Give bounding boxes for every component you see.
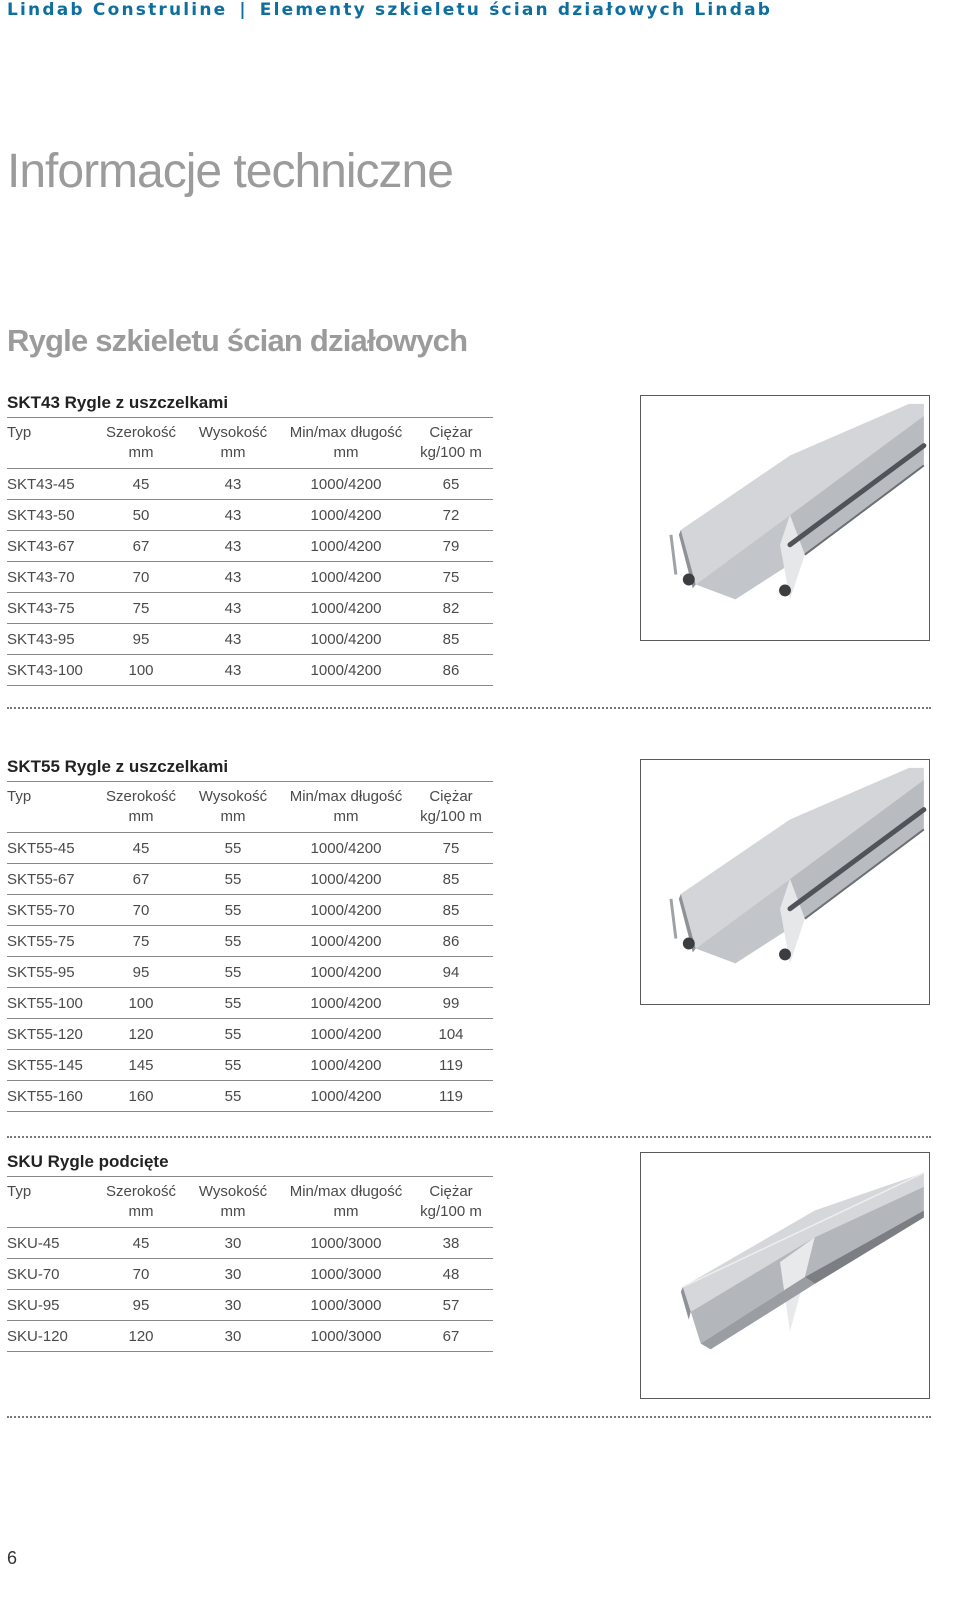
cell-width: 100	[99, 655, 183, 686]
header-length	[283, 418, 409, 469]
cell-typ: SKU-120	[7, 1321, 99, 1352]
header-height-unit: mm	[220, 808, 246, 825]
header-width-unit: mm	[128, 444, 154, 461]
cell-weight: 85	[409, 864, 493, 895]
cell-height: 55	[183, 1081, 283, 1112]
table-title: SKT43 Rygle z uszczelkami	[7, 391, 493, 418]
header-height-unit: mm	[220, 1203, 246, 1220]
section-divider	[7, 1136, 931, 1138]
cell-typ: SKT55-145	[7, 1050, 99, 1081]
cell-typ: SKT55-75	[7, 926, 99, 957]
skt55-product-photo	[640, 759, 930, 1005]
cell-height: 43	[183, 655, 283, 686]
cell-width: 95	[99, 624, 183, 655]
cell-typ: SKT43-70	[7, 562, 99, 593]
cell-height: 55	[183, 1019, 283, 1050]
header-weight	[409, 418, 493, 469]
header-weight	[409, 1177, 493, 1228]
header-length-unit: mm	[333, 1203, 359, 1220]
cell-typ: SKT55-67	[7, 864, 99, 895]
header-brand: Lindab Construline	[7, 0, 228, 20]
cell-length: 1000/4200	[283, 624, 409, 655]
cell-length: 1000/4200	[283, 562, 409, 593]
cell-width: 70	[99, 895, 183, 926]
cell-length: 1000/4200	[283, 500, 409, 531]
header-height-label: Wysokość	[198, 788, 268, 805]
cell-height: 55	[183, 833, 283, 864]
cell-width: 120	[99, 1321, 183, 1352]
cell-weight: 75	[409, 833, 493, 864]
header-width	[99, 418, 183, 469]
header-width	[99, 782, 183, 833]
table-row	[7, 1290, 493, 1321]
cell-typ: SKT43-100	[7, 655, 99, 686]
table-row	[7, 1050, 493, 1081]
cell-weight: 86	[409, 926, 493, 957]
cell-typ: SKT43-95	[7, 624, 99, 655]
header-typ	[7, 1177, 99, 1228]
header-separator: |	[239, 0, 248, 20]
cell-weight: 86	[409, 655, 493, 686]
header-length-unit: mm	[333, 444, 359, 461]
header-length	[283, 1177, 409, 1228]
cell-height: 43	[183, 500, 283, 531]
header-width-unit: mm	[128, 1203, 154, 1220]
cell-weight: 99	[409, 988, 493, 1019]
cell-width: 95	[99, 1290, 183, 1321]
cell-typ: SKT43-45	[7, 469, 99, 500]
cell-height: 43	[183, 562, 283, 593]
cell-weight: 48	[409, 1259, 493, 1290]
cell-height: 30	[183, 1259, 283, 1290]
header-width-unit: mm	[128, 808, 154, 825]
header-length-unit: mm	[333, 808, 359, 825]
header-height	[183, 782, 283, 833]
header-length-label: Min/max długość	[289, 1183, 403, 1200]
skt55-profile-image	[641, 760, 929, 1004]
cell-length: 1000/4200	[283, 1081, 409, 1112]
header-weight	[409, 782, 493, 833]
header-typ-unit	[7, 443, 99, 463]
cell-typ: SKT55-120	[7, 1019, 99, 1050]
header-typ	[7, 782, 99, 833]
cell-length: 1000/4200	[283, 988, 409, 1019]
table-row	[7, 833, 493, 864]
header-typ-label: Typ	[7, 1183, 32, 1200]
cell-length: 1000/4200	[283, 593, 409, 624]
header-weight-label: Ciężar	[429, 1183, 473, 1200]
cell-width: 160	[99, 1081, 183, 1112]
cell-length: 1000/4200	[283, 1050, 409, 1081]
cell-height: 30	[183, 1290, 283, 1321]
cell-height: 55	[183, 926, 283, 957]
cell-typ: SKU-70	[7, 1259, 99, 1290]
cell-width: 75	[99, 593, 183, 624]
header-length	[283, 782, 409, 833]
table-row	[7, 926, 493, 957]
header-length-label: Min/max długość	[289, 424, 403, 441]
cell-weight: 119	[409, 1050, 493, 1081]
cell-typ: SKU-95	[7, 1290, 99, 1321]
table-row	[7, 895, 493, 926]
header-height	[183, 1177, 283, 1228]
cell-width: 95	[99, 957, 183, 988]
cell-width: 100	[99, 988, 183, 1019]
cell-width: 67	[99, 531, 183, 562]
header-height-unit: mm	[220, 444, 246, 461]
cell-length: 1000/3000	[283, 1228, 409, 1259]
cell-typ: SKT55-95	[7, 957, 99, 988]
cell-length: 1000/4200	[283, 531, 409, 562]
cell-width: 70	[99, 562, 183, 593]
cell-height: 30	[183, 1321, 283, 1352]
cell-height: 55	[183, 895, 283, 926]
header-width-label: Szerokość	[105, 788, 177, 805]
header-typ-label: Typ	[7, 424, 32, 441]
header-width	[99, 1177, 183, 1228]
table-header-row	[7, 782, 493, 833]
header-typ-unit	[7, 1202, 99, 1222]
cell-height: 55	[183, 988, 283, 1019]
cell-length: 1000/4200	[283, 1019, 409, 1050]
cell-weight: 82	[409, 593, 493, 624]
cell-weight: 85	[409, 895, 493, 926]
sku-profile-image	[641, 1153, 929, 1398]
header-typ-unit	[7, 807, 99, 827]
table-title: SKU Rygle podcięte	[7, 1150, 493, 1177]
header-typ-label: Typ	[7, 788, 32, 805]
cell-height: 55	[183, 1050, 283, 1081]
header-weight-label: Ciężar	[429, 424, 473, 441]
table-row	[7, 1081, 493, 1112]
header-weight-unit: kg/100 m	[420, 808, 482, 825]
skt55-table	[7, 755, 493, 1112]
table-row	[7, 469, 493, 500]
cell-weight: 79	[409, 531, 493, 562]
cell-typ: SKT55-45	[7, 833, 99, 864]
table-row	[7, 624, 493, 655]
cell-typ: SKT43-67	[7, 531, 99, 562]
cell-length: 1000/4200	[283, 833, 409, 864]
cell-length: 1000/3000	[283, 1259, 409, 1290]
cell-weight: 85	[409, 624, 493, 655]
cell-weight: 75	[409, 562, 493, 593]
cell-length: 1000/4200	[283, 469, 409, 500]
cell-width: 70	[99, 1259, 183, 1290]
header-width-label: Szerokość	[105, 1183, 177, 1200]
cell-length: 1000/4200	[283, 926, 409, 957]
table-row	[7, 988, 493, 1019]
page-number: 6	[7, 1548, 18, 1568]
running-header	[7, 0, 772, 20]
cell-weight: 38	[409, 1228, 493, 1259]
skt43-profile-image	[641, 396, 929, 640]
cell-length: 1000/4200	[283, 655, 409, 686]
cell-height: 43	[183, 624, 283, 655]
header-weight-unit: kg/100 m	[420, 444, 482, 461]
cell-width: 67	[99, 864, 183, 895]
cell-width: 75	[99, 926, 183, 957]
cell-length: 1000/3000	[283, 1321, 409, 1352]
header-width-label: Szerokość	[105, 424, 177, 441]
header-height	[183, 418, 283, 469]
cell-height: 43	[183, 593, 283, 624]
cell-width: 45	[99, 469, 183, 500]
cell-height: 43	[183, 531, 283, 562]
cell-typ: SKT55-100	[7, 988, 99, 1019]
table-row	[7, 562, 493, 593]
cell-height: 30	[183, 1228, 283, 1259]
cell-height: 43	[183, 469, 283, 500]
cell-height: 55	[183, 864, 283, 895]
cell-weight: 67	[409, 1321, 493, 1352]
cell-width: 45	[99, 833, 183, 864]
cell-weight: 57	[409, 1290, 493, 1321]
cell-width: 120	[99, 1019, 183, 1050]
cell-typ: SKT55-70	[7, 895, 99, 926]
cell-height: 55	[183, 957, 283, 988]
page-title: Informacje techniczne	[7, 145, 453, 198]
cell-length: 1000/4200	[283, 895, 409, 926]
section-divider	[7, 707, 931, 709]
cell-width: 45	[99, 1228, 183, 1259]
cell-width: 50	[99, 500, 183, 531]
table-row	[7, 500, 493, 531]
header-typ	[7, 418, 99, 469]
cell-typ: SKT43-50	[7, 500, 99, 531]
cell-weight: 119	[409, 1081, 493, 1112]
table-row	[7, 593, 493, 624]
cell-length: 1000/4200	[283, 957, 409, 988]
sku-table	[7, 1150, 493, 1352]
table-row	[7, 531, 493, 562]
table-row	[7, 1019, 493, 1050]
table-row	[7, 1259, 493, 1290]
table-row	[7, 864, 493, 895]
cell-typ: SKT55-160	[7, 1081, 99, 1112]
header-height-label: Wysokość	[198, 1183, 268, 1200]
cell-length: 1000/3000	[283, 1290, 409, 1321]
header-length-label: Min/max długość	[289, 788, 403, 805]
cell-typ: SKT43-75	[7, 593, 99, 624]
table-row	[7, 1321, 493, 1352]
sku-product-photo	[640, 1152, 930, 1399]
section-title: Rygle szkieletu ścian działowych	[7, 323, 468, 358]
table-row	[7, 957, 493, 988]
header-weight-unit: kg/100 m	[420, 1203, 482, 1220]
skt43-product-photo	[640, 395, 930, 641]
cell-length: 1000/4200	[283, 864, 409, 895]
cell-weight: 94	[409, 957, 493, 988]
cell-weight: 65	[409, 469, 493, 500]
header-weight-label: Ciężar	[429, 788, 473, 805]
skt43-table	[7, 391, 493, 686]
cell-weight: 72	[409, 500, 493, 531]
table-title: SKT55 Rygle z uszczelkami	[7, 755, 493, 782]
cell-weight: 104	[409, 1019, 493, 1050]
header-height-label: Wysokość	[198, 424, 268, 441]
table-header-row	[7, 1177, 493, 1228]
cell-typ: SKU-45	[7, 1228, 99, 1259]
section-divider	[7, 1416, 931, 1418]
table-row	[7, 1228, 493, 1259]
cell-width: 145	[99, 1050, 183, 1081]
table-row	[7, 655, 493, 686]
table-header-row	[7, 418, 493, 469]
header-section: Elementy szkieletu ścian działowych Lindab	[259, 0, 773, 20]
